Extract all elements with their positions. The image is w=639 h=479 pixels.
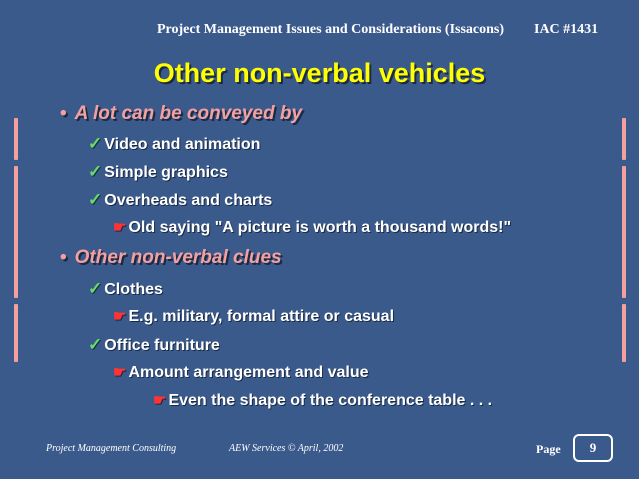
left-accent-bar-bottom — [14, 304, 18, 362]
check-icon: ✓ — [88, 134, 103, 153]
pointing-hand-icon: ☛ — [113, 364, 127, 381]
document-id: IAC #1431 — [534, 22, 599, 37]
bullet-item — [113, 218, 511, 237]
bullet-text: Office furniture — [104, 337, 220, 354]
bullet-item — [88, 134, 260, 154]
footer-copyright: AEW Services © April, 2002 — [229, 443, 344, 454]
bullet-text: A lot can be conveyed by — [74, 103, 303, 124]
bullet-item — [88, 190, 272, 210]
bullet-text: Amount arrangement and value — [128, 364, 369, 381]
bullet-item — [113, 307, 394, 326]
bullet-item — [88, 335, 220, 355]
bullet-item — [153, 391, 492, 410]
right-accent-bar-top — [622, 118, 626, 160]
check-icon: ✓ — [88, 190, 103, 209]
presentation-title: Project Management Issues and Considerations (Issacons) — [157, 22, 505, 37]
bullet-text: Other non-verbal clues — [74, 247, 282, 268]
check-icon: ✓ — [88, 162, 103, 181]
footer-company: Project Management Consulting — [46, 443, 177, 454]
bullet-item — [88, 162, 228, 182]
bullet-text: Simple graphics — [104, 164, 228, 181]
bullet-text: Clothes — [104, 281, 163, 298]
right-accent-bar-bottom — [622, 304, 626, 362]
bullet-text: Even the shape of the conference table . . . — [168, 392, 493, 409]
pointing-hand-icon: ☛ — [113, 308, 127, 325]
right-accent-bar-middle — [622, 166, 626, 298]
bullet-item — [113, 363, 369, 382]
bullet-item — [60, 247, 282, 269]
check-icon: ✓ — [88, 335, 103, 354]
page-label: Page — [536, 442, 561, 456]
page-number-box: 9 — [573, 434, 613, 462]
check-icon: ✓ — [88, 279, 103, 298]
bullet-item — [88, 279, 163, 299]
pointing-hand-icon: ☛ — [153, 392, 167, 409]
pointing-hand-icon: ☛ — [113, 219, 127, 236]
bullet-text: Overheads and charts — [104, 192, 273, 209]
bullet-text: Old saying "A picture is worth a thousand words!" — [128, 219, 512, 236]
left-accent-bar-top — [14, 118, 18, 160]
left-accent-bar-middle — [14, 166, 18, 298]
bullet-dot-icon: • — [60, 103, 67, 124]
bullet-text: E.g. military, formal attire or casual — [128, 308, 395, 325]
slide-title: Other non-verbal vehicles — [153, 58, 486, 88]
bullet-text: Video and animation — [104, 136, 261, 153]
bullet-item — [60, 103, 302, 125]
bullet-dot-icon: • — [60, 247, 67, 268]
